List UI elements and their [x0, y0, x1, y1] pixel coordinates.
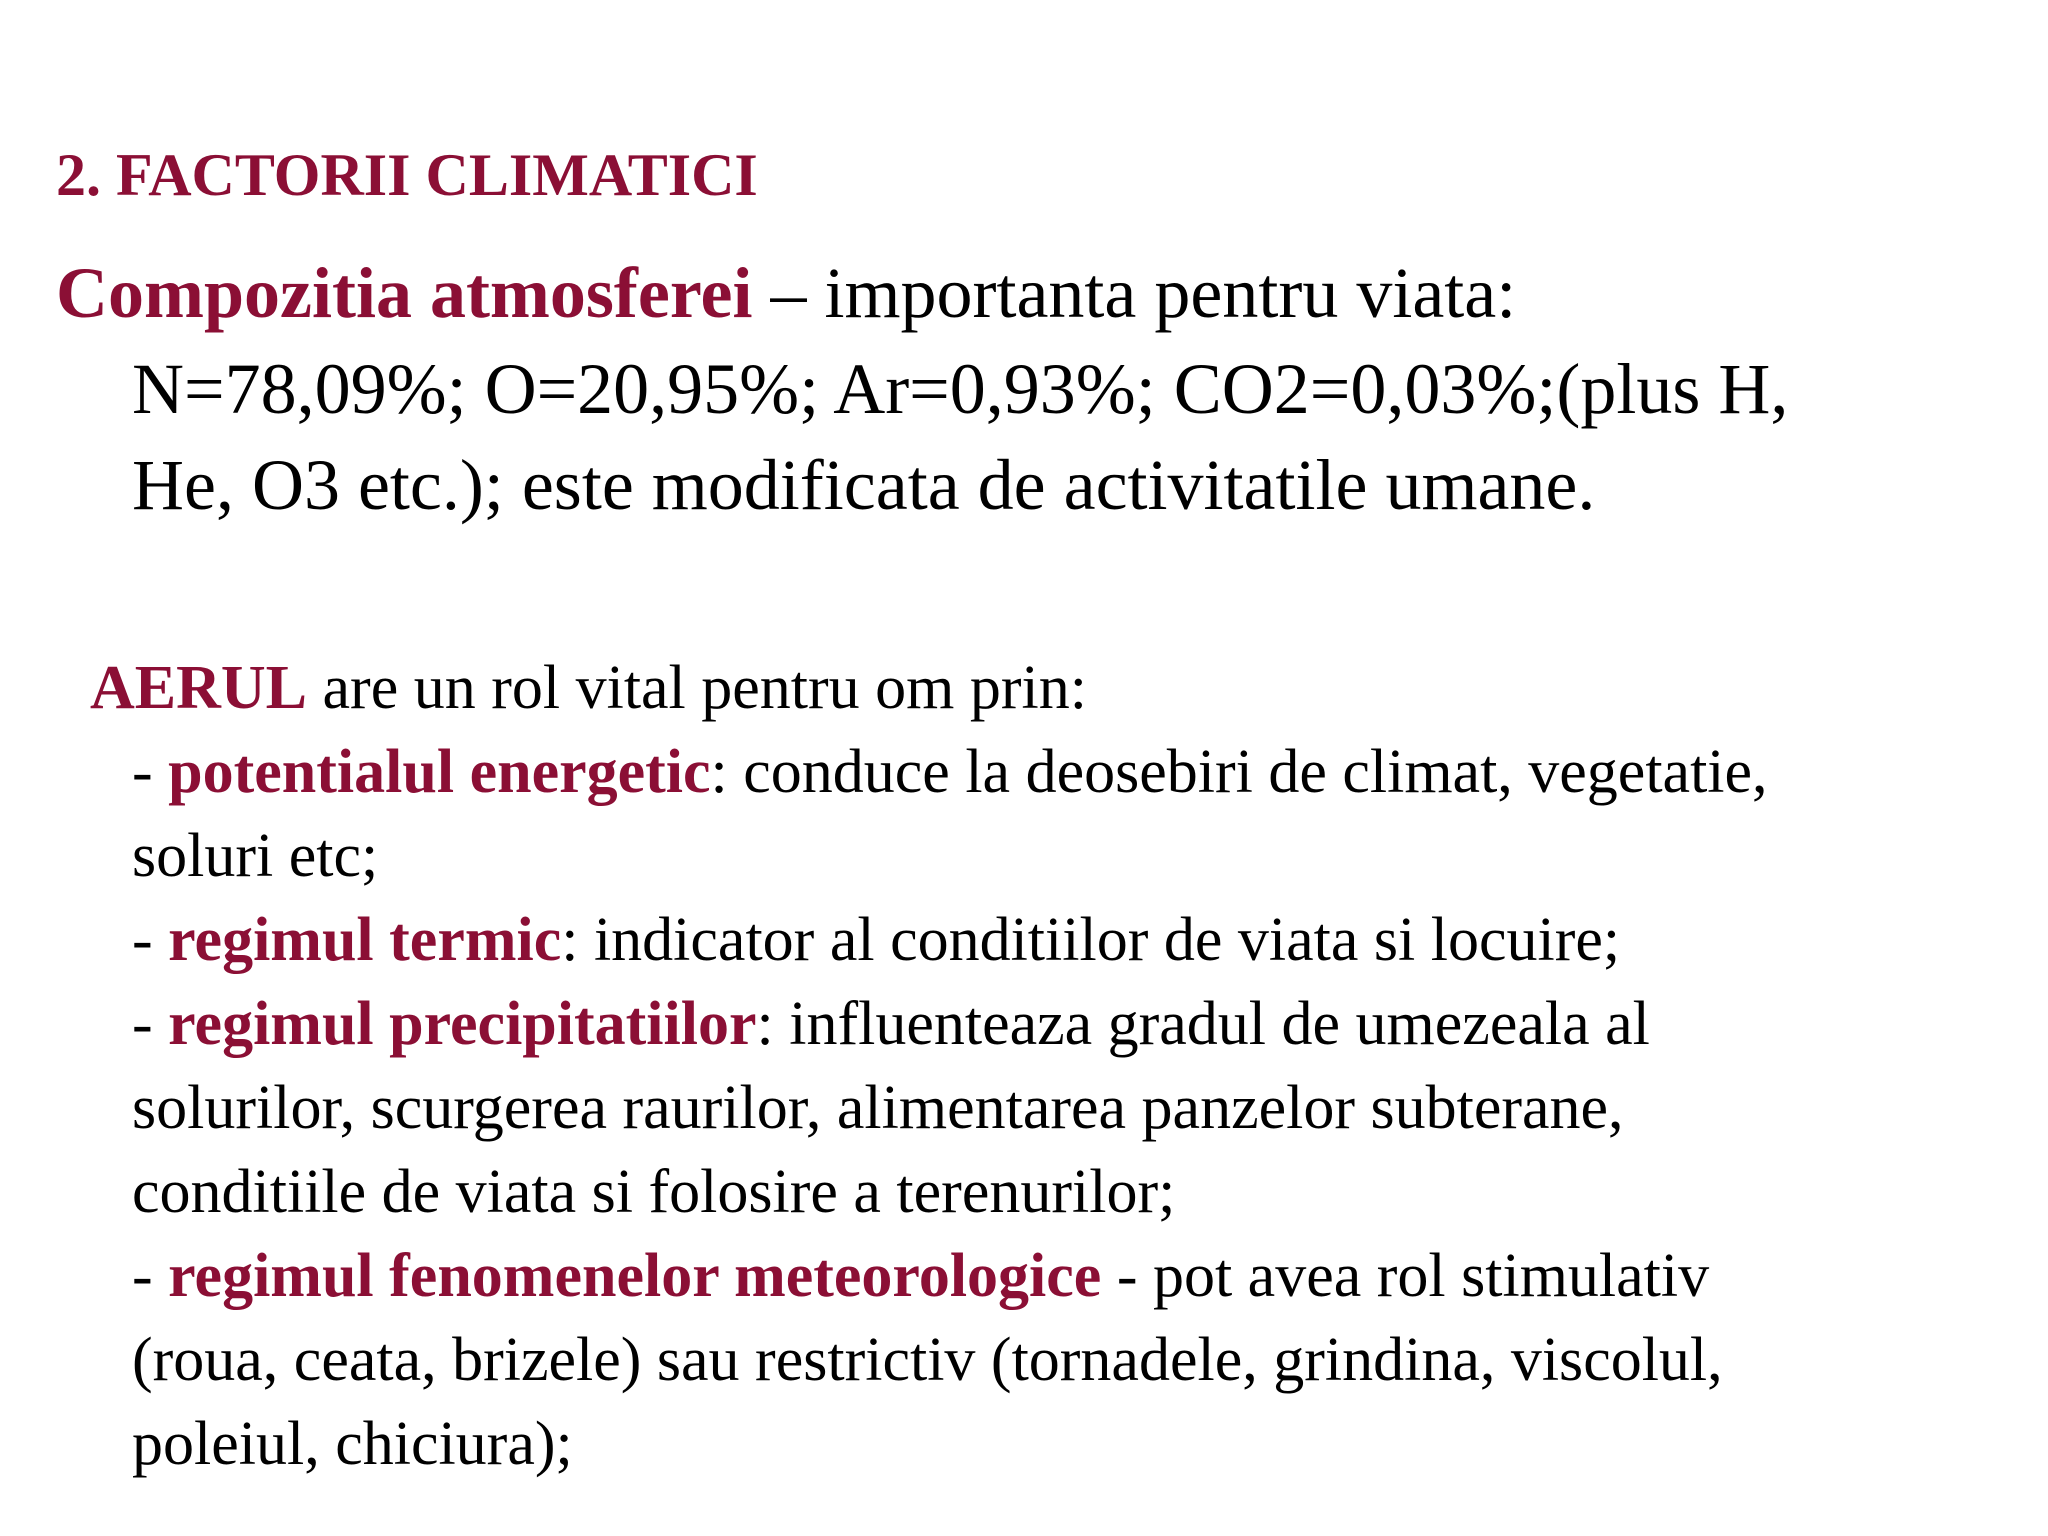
air-intro-line — [90, 646, 1990, 730]
composition-line-3: He, O3 etc.); este modificata de activitatile umane. — [132, 445, 1596, 525]
list-item-text: : conduce la deosebiri de climat, vegetatie, — [710, 738, 1768, 806]
list-dash: - — [132, 1242, 169, 1310]
list-item-termic — [90, 898, 1990, 982]
list-item-term: regimul fenomenelor meteorologice — [168, 1242, 1102, 1310]
list-dash: - — [132, 738, 169, 806]
list-item-continuation: conditiile de viata si folosire a terenurilor; — [132, 1158, 1176, 1226]
list-item-precipitatii — [90, 982, 1990, 1066]
list-item-term: potentialul energetic — [168, 738, 711, 806]
air-intro: are un rol vital pentru om prin: — [307, 654, 1087, 722]
list-item-energetic — [90, 730, 1990, 814]
composition-paragraph — [56, 245, 1996, 533]
air-term: AERUL — [90, 654, 308, 722]
list-item-term: regimul precipitatiilor — [168, 990, 757, 1058]
composition-term: Compozitia atmosferei — [56, 253, 753, 333]
list-item-text: - pot avea rol stimulativ — [1101, 1242, 1710, 1310]
list-item-fenomene — [90, 1234, 1990, 1318]
section-title: 2. FACTORII CLIMATICI — [56, 142, 758, 208]
composition-line-2: N=78,09%; O=20,95%; Ar=0,93%; CO2=0,03%;(plus H, — [132, 349, 1789, 429]
list-item-continuation: poleiul, chiciura); — [132, 1410, 573, 1478]
composition-intro: – importanta pentru viata: — [752, 253, 1517, 333]
list-item-text: : indicator al conditiilor de viata si locuire; — [561, 906, 1621, 974]
list-dash: - — [132, 990, 169, 1058]
list-item-continuation: soluri etc; — [132, 822, 379, 890]
air-paragraph — [90, 646, 1990, 1486]
composition-line-1 — [56, 245, 1996, 341]
list-item-continuation: solurilor, scurgerea raurilor, alimentarea panzelor subterane, — [132, 1074, 1624, 1142]
list-item-continuation: (roua, ceata, brizele) sau restrictiv (tornadele, grindina, viscolul, — [132, 1326, 1723, 1394]
list-item-term: regimul termic — [168, 906, 562, 974]
list-item-text: : influenteaza gradul de umezeala al — [756, 990, 1650, 1058]
list-dash: - — [132, 906, 169, 974]
